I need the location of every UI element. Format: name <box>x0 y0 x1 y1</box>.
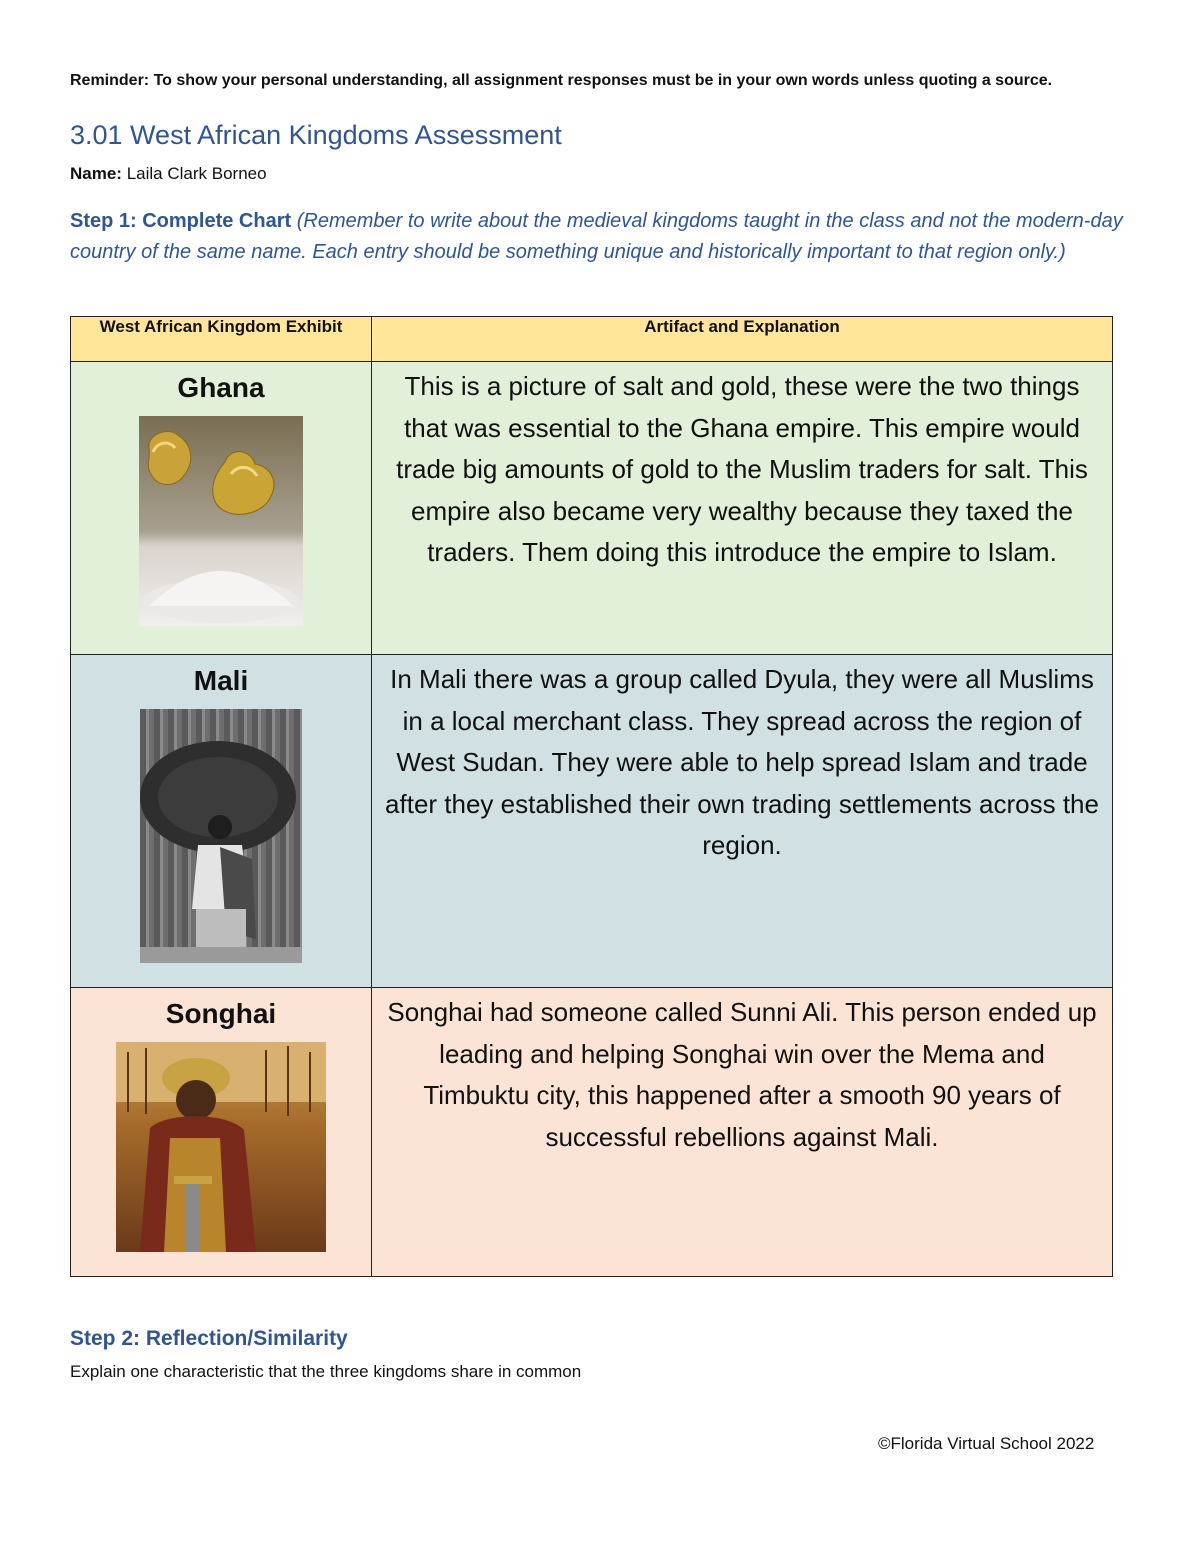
table-row <box>71 988 1113 1277</box>
step1-note: (Remember to write about the medieval kingdoms taught in the class and not the modern-day country of the same name. Each entry should be something unique and historically important to that region only.) <box>70 210 1123 263</box>
page-title: 3.01 West African Kingdoms Assessment <box>70 120 562 150</box>
explanation-cell <box>372 655 1113 988</box>
student-name <box>70 164 267 184</box>
header-kingdom: West African Kingdom Exhibit <box>71 317 372 362</box>
explanation-cell <box>372 362 1113 655</box>
header-artifact: Artifact and Explanation <box>372 317 1113 362</box>
table-row <box>71 655 1113 988</box>
step1-label: Step 1: Complete Chart <box>70 210 292 232</box>
copyright-footer: ©Florida Virtual School 2022 <box>878 1434 1095 1453</box>
reminder-text: Reminder: To show your personal understanding, all assignment responses must be in your own words unless quoting a source. <box>70 72 1053 89</box>
kingdom-name: Mali <box>193 665 249 696</box>
explanation-cell <box>372 988 1113 1277</box>
salt-gold-image <box>139 416 303 626</box>
sunni-ali-image <box>116 1042 326 1252</box>
name-label: Name: <box>70 164 122 183</box>
kingdom-name: Ghana <box>177 372 265 403</box>
chart-header-row <box>71 317 1113 362</box>
name-value: Laila Clark Borneo <box>126 164 267 183</box>
dyula-merchant-image <box>140 709 302 963</box>
table-row <box>71 362 1113 655</box>
step2-label: Step 2: Reflection/Similarity <box>70 1327 348 1350</box>
explanation-text: In Mali there was a group called Dyula, they were all Muslims in a local merchant class. They spread across the region of West Sudan. They were able to help spread Islam and trade after they established their own trading settlements across the region. <box>385 664 1099 860</box>
step2-question: Explain one characteristic that the three kingdoms share in common <box>70 1362 582 1381</box>
kingdoms-chart <box>70 316 1113 1277</box>
kingdom-name: Songhai <box>165 998 277 1029</box>
explanation-text: Songhai had someone called Sunni Ali. This person ended up leading and helping Songhai win over the Mema and Timbuktu city, this happened after a smooth 90 years of successful rebellions against Mali. <box>387 997 1097 1152</box>
kingdom-cell <box>71 988 372 1277</box>
explanation-text: This is a picture of salt and gold, these were the two things that was essential to the Ghana empire. This empire would trade big amounts of gold to the Muslim traders for salt. This empire also became very wealthy because they taxed the traders. Them doing this introduce the empire to Islam. <box>396 371 1088 567</box>
kingdom-cell <box>71 362 372 655</box>
step1-instructions <box>70 206 1130 268</box>
kingdom-cell <box>71 655 372 988</box>
